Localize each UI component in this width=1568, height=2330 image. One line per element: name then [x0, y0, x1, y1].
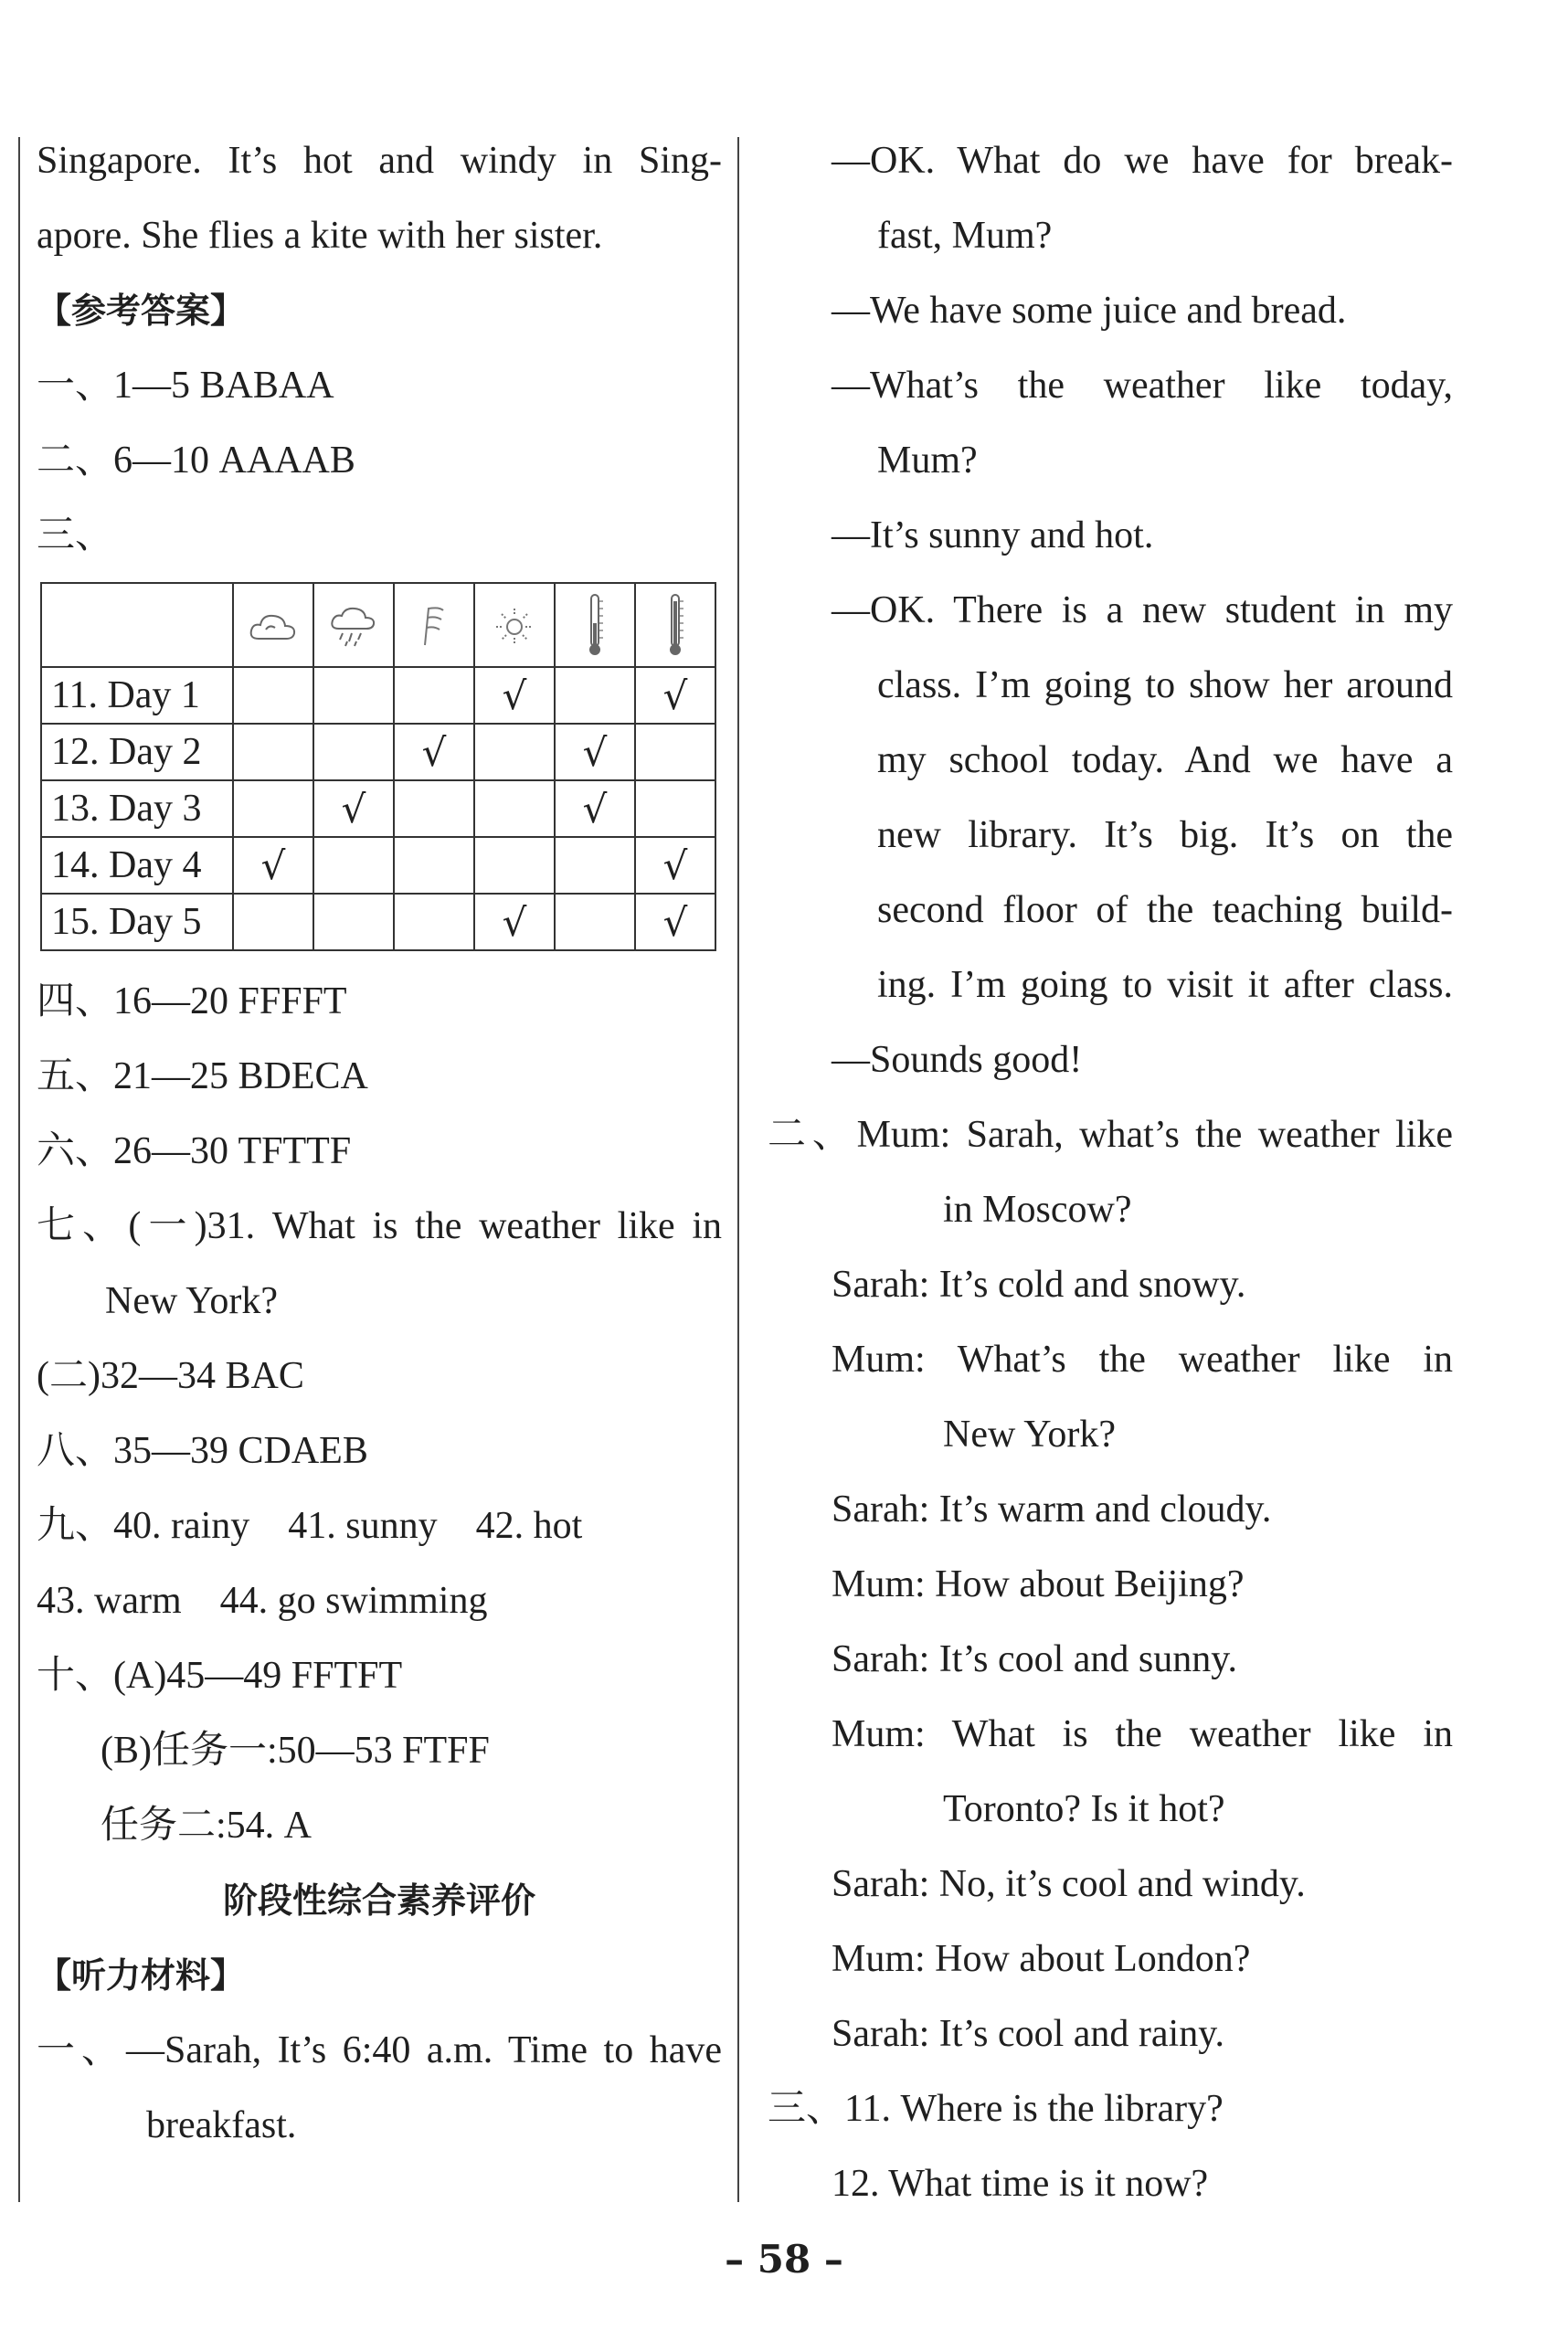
tick-cell [474, 837, 555, 894]
dialogue-line: —What’s the weather like today, [832, 365, 1453, 407]
tick-cell: √ [233, 837, 313, 894]
dialogue-line: in Moscow? [943, 1189, 1132, 1231]
right-column [768, 123, 1453, 2221]
dialogue-line: Sarah: No, it’s cool and windy. [832, 1863, 1306, 1905]
table-row [41, 894, 715, 950]
answer-line: 六、26—30 TFTTF [37, 1130, 352, 1172]
answer-line: 二、6—10 AAAAB [37, 440, 355, 482]
text-line: apore. She flies a kite with her sister. [37, 215, 603, 257]
dialogue-line: class. I’m going to show her around [877, 664, 1453, 706]
tick-cell [555, 894, 635, 950]
dialogue-line: Sarah: It’s warm and cloudy. [832, 1488, 1272, 1530]
tick-cell [394, 780, 474, 837]
windy-icon [416, 603, 452, 649]
column-divider [737, 137, 739, 2202]
day-label: 11. Day 1 [41, 667, 233, 724]
table-row [41, 724, 715, 780]
tick-cell [313, 837, 394, 894]
day-label: 15. Day 5 [41, 894, 233, 950]
dialogue-line: fast, Mum? [877, 215, 1053, 257]
dialogue-line: new library. It’s big. It’s on the [877, 814, 1453, 856]
tick-cell [474, 780, 555, 837]
tick-cell: √ [635, 837, 715, 894]
day-label: 12. Day 2 [41, 724, 233, 780]
tick-cell [555, 667, 635, 724]
answer-line: 任务二:54. A [101, 1805, 313, 1847]
dialogue-line: Sarah: It’s cool and rainy. [832, 2013, 1224, 2055]
left-margin-rule [18, 137, 20, 2202]
dialogue-line: —OK. There is a new student in my [832, 589, 1453, 631]
question-line: 12. What time is it now? [832, 2163, 1209, 2205]
tick-cell [394, 894, 474, 950]
tick-cell: √ [555, 780, 635, 837]
tick-cell [555, 837, 635, 894]
dialogue-line: Mum: What is the weather like in [832, 1713, 1453, 1755]
tick-cell: √ [635, 894, 715, 950]
section-title: 阶段性综合素养评价 [222, 1880, 535, 1921]
tick-cell [474, 724, 555, 780]
tick-cell: √ [555, 724, 635, 780]
tick-cell [313, 724, 394, 780]
table-row [41, 780, 715, 837]
left-column [37, 123, 722, 2163]
day-label: 14. Day 4 [41, 837, 233, 894]
dialogue-line: Mum: What’s the weather like in [832, 1339, 1453, 1381]
table-row [41, 837, 715, 894]
tick-cell: √ [474, 667, 555, 724]
dialogue-line: New York? [943, 1414, 1116, 1456]
dialogue-line: Mum: How about Beijing? [832, 1563, 1245, 1605]
answer-line: 九、40. rainy 41. sunny 42. hot [37, 1505, 583, 1547]
tick-cell [394, 837, 474, 894]
tick-cell [233, 667, 313, 724]
hot-thermometer-icon [664, 592, 686, 658]
answer-line: 八、35—39 CDAEB [37, 1430, 368, 1472]
dialogue-line: 一、—Sarah, It’s 6:40 a.m. Time to have [37, 2029, 722, 2071]
tick-cell [635, 724, 715, 780]
answer-line: New York? [105, 1280, 278, 1322]
text-line: Singapore. It’s hot and windy in Sing- [37, 140, 722, 182]
dialogue-line: —We have some juice and bread. [832, 290, 1347, 332]
dialogue-line: Mum: How about London? [832, 1938, 1251, 1980]
dialogue-line: Sarah: It’s cold and snowy. [832, 1264, 1246, 1306]
dialogue-line: Toronto? Is it hot? [943, 1788, 1225, 1830]
tick-cell [394, 667, 474, 724]
question-line: 三、11. Where is the library? [768, 2088, 1224, 2130]
tick-cell [233, 780, 313, 837]
tick-cell: √ [394, 724, 474, 780]
answer-line: 七、(一)31. What is the weather like in [37, 1205, 722, 1247]
rainy-icon [328, 605, 379, 649]
warm-thermometer-icon [584, 592, 606, 658]
answer-line: 十、(A)45—49 FFTFT [37, 1655, 403, 1697]
tick-cell [313, 894, 394, 950]
listening-heading: 【听力材料】 [37, 1955, 246, 1996]
page-number: – 58 – [725, 2237, 843, 2282]
answer-line: 三、 [37, 514, 114, 556]
dialogue-line: 二、Mum: Sarah, what’s the weather like [768, 1114, 1453, 1156]
answers-heading: 【参考答案】 [37, 291, 246, 331]
dialogue-line: —OK. What do we have for break- [832, 140, 1453, 182]
cloudy-icon [248, 609, 299, 646]
tick-cell [635, 780, 715, 837]
header-empty-cell [41, 583, 233, 667]
answer-line: 一、1—5 BABAA [37, 365, 334, 407]
dialogue-line: —It’s sunny and hot. [832, 514, 1154, 556]
dialogue-line: breakfast. [146, 2104, 297, 2146]
tick-cell [313, 667, 394, 724]
dialogue-line: ing. I’m going to visit it after class. [877, 964, 1453, 1006]
answer-line: (二)32—34 BAC [37, 1355, 304, 1397]
tick-cell [233, 894, 313, 950]
tick-cell [233, 724, 313, 780]
answer-line: 五、21—25 BDECA [37, 1055, 368, 1097]
tick-cell: √ [474, 894, 555, 950]
weather-table [40, 582, 716, 951]
dialogue-line: second floor of the teaching build- [877, 889, 1453, 931]
table-row [41, 667, 715, 724]
dialogue-line: my school today. And we have a [877, 739, 1453, 781]
tick-cell: √ [635, 667, 715, 724]
answer-line: 43. warm 44. go swimming [37, 1580, 488, 1622]
tick-cell: √ [313, 780, 394, 837]
dialogue-line: Mum? [877, 440, 978, 482]
answer-line: (B)任务一:50—53 FTFF [101, 1730, 490, 1772]
sunny-icon [493, 605, 536, 649]
weather-table-header [41, 583, 715, 667]
day-label: 13. Day 3 [41, 780, 233, 837]
dialogue-line: —Sounds good! [832, 1039, 1083, 1081]
answer-line: 四、16—20 FFFFT [37, 980, 347, 1022]
dialogue-line: Sarah: It’s cool and sunny. [832, 1638, 1238, 1680]
